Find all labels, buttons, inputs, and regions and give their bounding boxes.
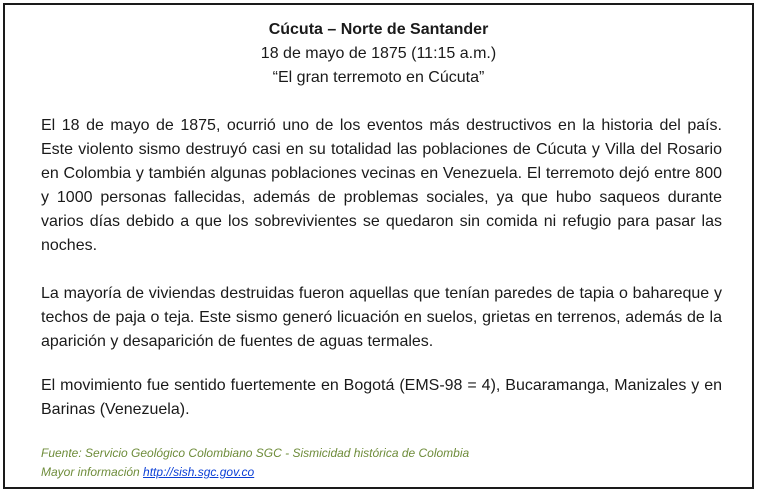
paragraph-felt: El movimiento fue sentido fuertemente en Bogotá (EMS-98 = 4), Bucaramanga, Manizales y en Barinas (Venezuela). (41, 377, 722, 418)
more-info-line (41, 462, 254, 482)
more-info-label: Mayor información (41, 465, 140, 479)
source-link[interactable]: http://sish.sgc.gov.co (143, 465, 255, 479)
document-title: Cúcuta – Norte de Santander (268, 21, 489, 38)
paragraph-damage: La mayoría de viviendas destruidas fueron aquellas que tenían paredes de tapia o bahareque y techos de paja o teja. Este sismo generó licuación en suelos, grietas en terrenos, además de la aparición y desaparición de fuentes de aguas termales. (41, 285, 722, 350)
info-box (3, 3, 754, 489)
paragraph-history: El 18 de mayo de 1875, ocurrió uno de los eventos más destructivos en la historia del país. Este violento sismo destruyó casi en su totalidad las poblaciones de Cúcuta y Villa del Rosario en Colombia y también algunas poblaciones vecinas en Venezuela. El terremoto dejó entre 800 y 1000 personas fallecidas, además de problemas sociales, ya que hubo saqueos durante varios días debido a que los sobrevivientes se quedaron sin comida ni refugio para pasar las noches. (41, 117, 722, 254)
source-citation: Fuente: Servicio Geológico Colombiano SGC - Sismicidad histórica de Colombia (41, 446, 470, 460)
event-subtitle: “El gran terremoto en Cúcuta” (272, 69, 485, 86)
event-date: 18 de mayo de 1875 (11:15 a.m.) (260, 45, 497, 62)
